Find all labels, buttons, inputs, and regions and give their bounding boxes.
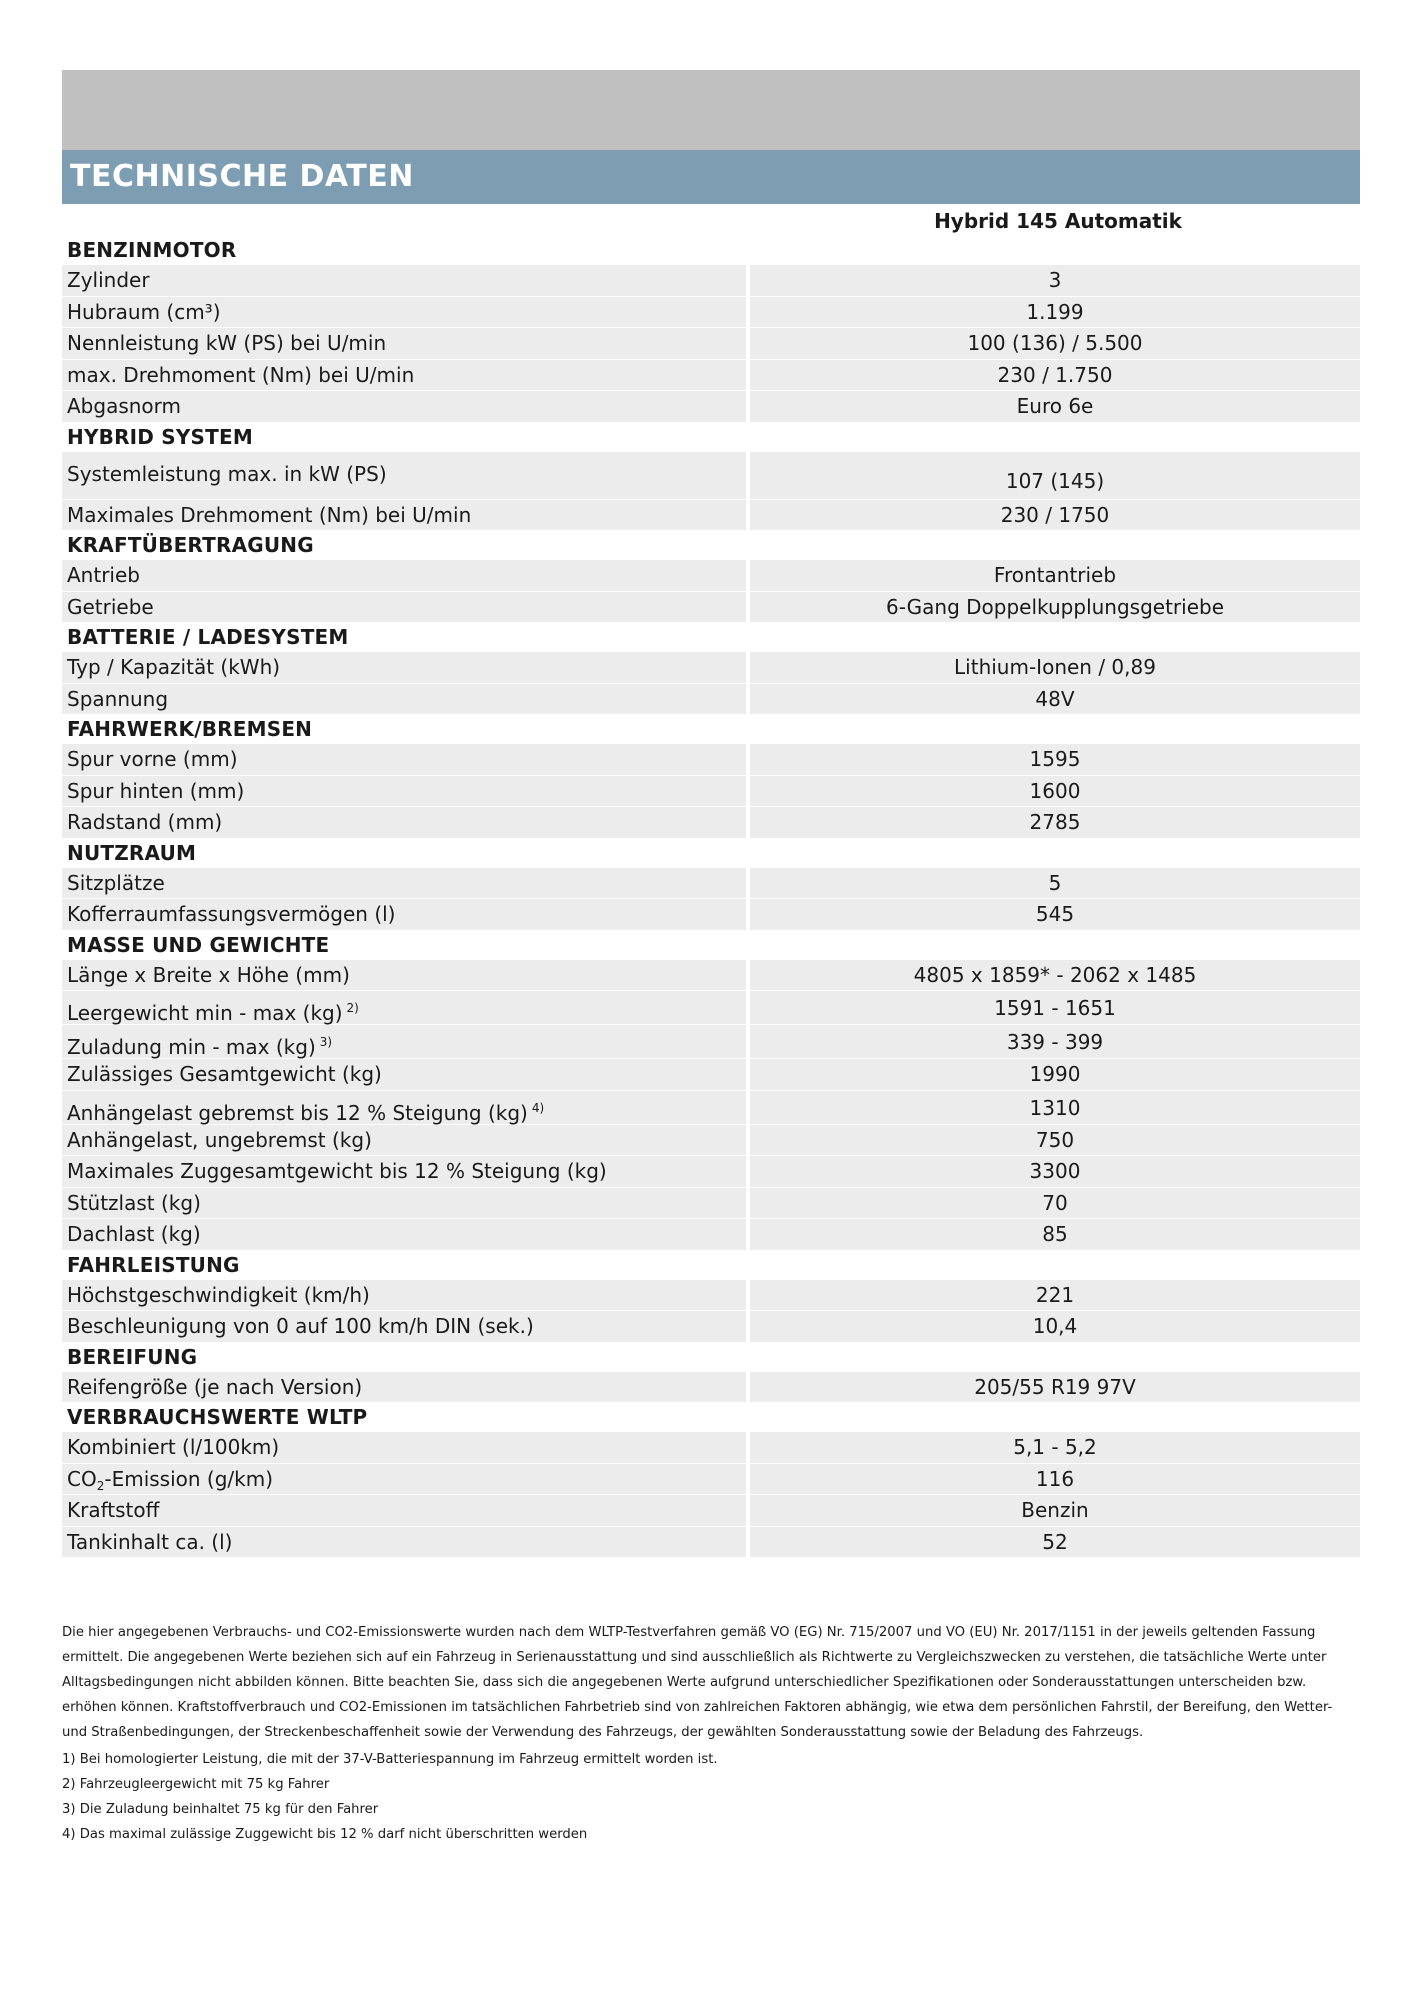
section-header: [62, 1251, 1360, 1280]
table-row: [62, 1527, 1360, 1559]
spec-value: 230 / 1.750: [750, 360, 1360, 392]
spec-label-text: CO: [67, 1466, 97, 1491]
spec-label-text: Spur hinten (mm): [67, 778, 245, 803]
spec-label-text: Höchstgeschwindigkeit (km/h): [67, 1282, 370, 1307]
spec-label: [62, 265, 750, 297]
spec-label: [62, 391, 750, 423]
section-title: VERBRAUCHSWERTE WLTP: [67, 1405, 368, 1429]
section-header: [62, 423, 1360, 452]
table-row: [62, 1495, 1360, 1527]
spec-label: [62, 1495, 750, 1527]
footnote: 2) Fahrzeugleergewicht mit 75 kg Fahrer: [62, 1777, 330, 1792]
spec-value: 5: [750, 868, 1360, 900]
spec-label-text: Typ / Kapazität (kWh): [67, 655, 281, 679]
section-title: BENZINMOTOR: [67, 238, 237, 262]
spec-value: 116: [750, 1464, 1360, 1496]
table-row: [62, 807, 1360, 839]
spec-label: [62, 1125, 750, 1157]
table-row: [62, 265, 1360, 297]
spec-label-text: Systemleistung max. in kW (PS): [67, 461, 387, 486]
spec-value: 1591 - 1651: [750, 991, 1360, 1025]
spec-label: [62, 1280, 750, 1312]
spec-label: [62, 1527, 750, 1559]
section-header: [62, 236, 1360, 265]
notes: [62, 1620, 1360, 1847]
spec-label: [62, 1025, 750, 1059]
spec-value: 107 (145): [750, 452, 1360, 500]
spec-value: 1.199: [750, 297, 1360, 329]
spec-label: [62, 328, 750, 360]
table-row: [62, 500, 1360, 532]
table-row: [62, 652, 1360, 684]
spec-label-text: Länge x Breite x Höhe (mm): [67, 962, 350, 987]
section-header: [62, 531, 1360, 560]
spec-label: [62, 1188, 750, 1220]
spec-value: 2785: [750, 807, 1360, 839]
header-gray-band: [62, 70, 1360, 150]
spec-value: 70: [750, 1188, 1360, 1220]
spec-label-text: Nennleistung kW (PS) bei U/min: [67, 331, 387, 355]
spec-label-text: Maximales Zuggesamtgewicht bis 12 % Steigung (kg): [67, 1159, 607, 1183]
table-row: [62, 776, 1360, 808]
spec-value: 230 / 1750: [750, 500, 1360, 532]
spec-label-text: Kofferraumfassungsvermögen (l): [67, 902, 396, 926]
spec-label-text: max. Drehmoment (Nm) bei U/min: [67, 362, 415, 387]
table-row: [62, 391, 1360, 423]
section-header: [62, 931, 1360, 960]
table-row: [62, 1432, 1360, 1464]
spec-value: Benzin: [750, 1495, 1360, 1527]
section-header: [62, 1343, 1360, 1372]
spec-value: Euro 6e: [750, 391, 1360, 423]
section-header: [62, 715, 1360, 744]
spec-value: 100 (136) / 5.500: [750, 328, 1360, 360]
spec-label-text: Leergewicht min - max (kg): [67, 1001, 343, 1025]
footnote: 1) Bei homologierter Leistung, die mit der 37-V-Batteriespannung im Fahrzeug ermittelt worden ist.: [62, 1752, 718, 1767]
spec-label-text: Beschleunigung von 0 auf 100 km/h DIN (sek.): [67, 1314, 534, 1338]
table-row: [62, 297, 1360, 329]
table-row: [62, 1125, 1360, 1157]
spec-label-text: Reifengröße (je nach Version): [67, 1374, 363, 1399]
spec-label: [62, 560, 750, 592]
spec-value: 1990: [750, 1059, 1360, 1091]
spec-label-text: Radstand (mm): [67, 810, 223, 834]
spec-label: [62, 652, 750, 684]
spec-label-text: Dachlast (kg): [67, 1222, 201, 1246]
spec-label-text: Zuladung min - max (kg): [67, 1035, 316, 1059]
spec-table: [62, 236, 1360, 1558]
spec-label: [62, 960, 750, 992]
spec-value: 48V: [750, 684, 1360, 716]
spec-label: [62, 592, 750, 624]
spec-value: Frontantrieb: [750, 560, 1360, 592]
table-row: [62, 1280, 1360, 1312]
spec-value: 3: [750, 265, 1360, 297]
spec-label-text: Antrieb: [67, 563, 140, 587]
section-title: NUTZRAUM: [67, 840, 197, 865]
spec-label: [62, 1091, 750, 1125]
spec-label-text: Anhängelast, ungebremst (kg): [67, 1127, 372, 1152]
spec-label: [62, 868, 750, 900]
spec-label: [62, 1219, 750, 1251]
table-row: [62, 744, 1360, 776]
spec-label: [62, 776, 750, 808]
spec-value: 10,4: [750, 1311, 1360, 1343]
spec-value: 1595: [750, 744, 1360, 776]
section-header: [62, 1403, 1360, 1432]
spec-value: 52: [750, 1527, 1360, 1559]
table-row: [62, 1219, 1360, 1251]
table-row: [62, 684, 1360, 716]
model-column-header: Hybrid 145 Automatik: [934, 209, 1182, 233]
spec-label: [62, 297, 750, 329]
table-row: [62, 1059, 1360, 1091]
footnote-ref: 2): [346, 1001, 359, 1015]
footnote-ref: 4): [531, 1100, 545, 1115]
spec-value: 750: [750, 1125, 1360, 1157]
spec-label: [62, 807, 750, 839]
title-bar: [62, 150, 1360, 204]
spec-label: [62, 1464, 750, 1496]
section-title: HYBRID SYSTEM: [67, 424, 253, 449]
spec-label-text: Getriebe: [67, 594, 154, 619]
spec-value: 339 - 399: [750, 1025, 1360, 1059]
spec-value: 3300: [750, 1156, 1360, 1188]
section-header: [62, 623, 1360, 652]
table-row: [62, 960, 1360, 992]
spec-value: 4805 x 1859* - 2062 x 1485: [750, 960, 1360, 992]
spec-label: [62, 1059, 750, 1091]
spec-label-text: Sitzplätze: [67, 870, 165, 895]
spec-label-text: Spur vorne (mm): [67, 747, 238, 771]
table-row: [62, 899, 1360, 931]
spec-label-text: Anhängelast gebremst bis 12 % Steigung (kg): [67, 1100, 528, 1125]
spec-label: [62, 360, 750, 392]
spec-label: [62, 500, 750, 532]
spec-label: [62, 991, 750, 1025]
spec-label-text: Tankinhalt ca. (l): [67, 1529, 233, 1554]
spec-label-text: Stützlast (kg): [67, 1190, 201, 1215]
footnote-ref: 3): [319, 1035, 333, 1049]
spec-label: [62, 684, 750, 716]
spec-label: [62, 452, 750, 500]
spec-label-text: Kombiniert (l/100km): [67, 1435, 280, 1459]
spec-label: [62, 1311, 750, 1343]
section-title: MASSE UND GEWICHTE: [67, 932, 330, 957]
spec-value: 1310: [750, 1091, 1360, 1125]
section-title: BEREIFUNG: [67, 1344, 198, 1369]
subscript: 2: [96, 1478, 105, 1493]
table-row: [62, 1188, 1360, 1220]
table-row: [62, 1464, 1360, 1496]
section-title: KRAFTÜBERTRAGUNG: [67, 533, 314, 557]
spec-value: 545: [750, 899, 1360, 931]
spec-label: [62, 899, 750, 931]
table-row: [62, 1156, 1360, 1188]
spec-label-text: Spannung: [67, 686, 169, 711]
spec-value: 1600: [750, 776, 1360, 808]
spec-label-text: Maximales Drehmoment (Nm) bei U/min: [67, 502, 472, 527]
table-row: [62, 360, 1360, 392]
table-row: [62, 452, 1360, 500]
section-title: FAHRWERK/BREMSEN: [67, 717, 313, 741]
spec-value: 5,1 - 5,2: [750, 1432, 1360, 1464]
spec-label-text: Zulässiges Gesamtgewicht (kg): [67, 1062, 382, 1086]
spec-value: Lithium-Ionen / 0,89: [750, 652, 1360, 684]
table-row: [62, 592, 1360, 624]
spec-label: [62, 1372, 750, 1404]
spec-label-text: Hubraum (cm³): [67, 299, 221, 324]
table-row: [62, 1311, 1360, 1343]
footnote: 4) Das maximal zulässige Zuggewicht bis 12 % darf nicht überschritten werden: [62, 1827, 588, 1842]
spec-label: [62, 1432, 750, 1464]
table-row: [62, 328, 1360, 360]
section-header: [62, 839, 1360, 868]
spec-label: [62, 1156, 750, 1188]
spec-value: 221: [750, 1280, 1360, 1312]
page-title: TECHNISCHE DATEN: [70, 159, 414, 194]
spec-label-text: Abgasnorm: [67, 394, 182, 418]
table-row: [62, 868, 1360, 900]
spec-label: [62, 744, 750, 776]
spec-label-text: Kraftstoff: [67, 1498, 160, 1522]
table-row: [62, 1025, 1360, 1059]
spec-value: 6-Gang Doppelkupplungsgetriebe: [750, 592, 1360, 624]
spec-value: 205/55 R19 97V: [750, 1372, 1360, 1404]
table-row: [62, 991, 1360, 1025]
table-row: [62, 560, 1360, 592]
spec-value: 85: [750, 1219, 1360, 1251]
disclaimer-text: Die hier angegebenen Verbrauchs- und CO2-Emissionswerte wurden nach dem WLTP-Testverfahren gemäß VO (EG) Nr. 715/2007 und VO (EU) Nr. 2017/1151 in der jeweils geltenden Fassung ermittelt. Die angegebenen Werte beziehen sich auf ein Fahrzeug in Serienausstattung und sind ausschließlich als Richtwerte zu Vergleichszwecken zu verstehen, die tatsächliche Werte unter Alltagsbedingungen nicht abbilden können. Bitte beachten Sie, dass sich die angegebenen Werte aufgrund unterschiedlicher Spezifikationen oder Sonderausstattungen unterscheiden bzw. erhöhen können. Kraftstoffverbrauch und CO2-Emissionen im tatsächlichen Fahrbetrieb sind von zahlreichen Faktoren abhängig, wie etwa dem persönlichen Fahrstil, der Bereifung, den Wetter- und Straßenbedingungen, der Streckenbeschaffenheit sowie der Verwendung des Fahrzeugs, der gewählten Sonderausstattung sowie der Beladung des Fahrzeugs.: [62, 1625, 1333, 1740]
table-row: [62, 1091, 1360, 1125]
section-title: BATTERIE / LADESYSTEM: [67, 625, 349, 649]
footnote: 3) Die Zuladung beinhaltet 75 kg für den Fahrer: [62, 1802, 379, 1817]
spec-label-text: -Emission (g/km): [104, 1466, 274, 1491]
section-title: FAHRLEISTUNG: [67, 1252, 240, 1277]
table-row: [62, 1372, 1360, 1404]
spec-label-text: Zylinder: [67, 268, 150, 292]
